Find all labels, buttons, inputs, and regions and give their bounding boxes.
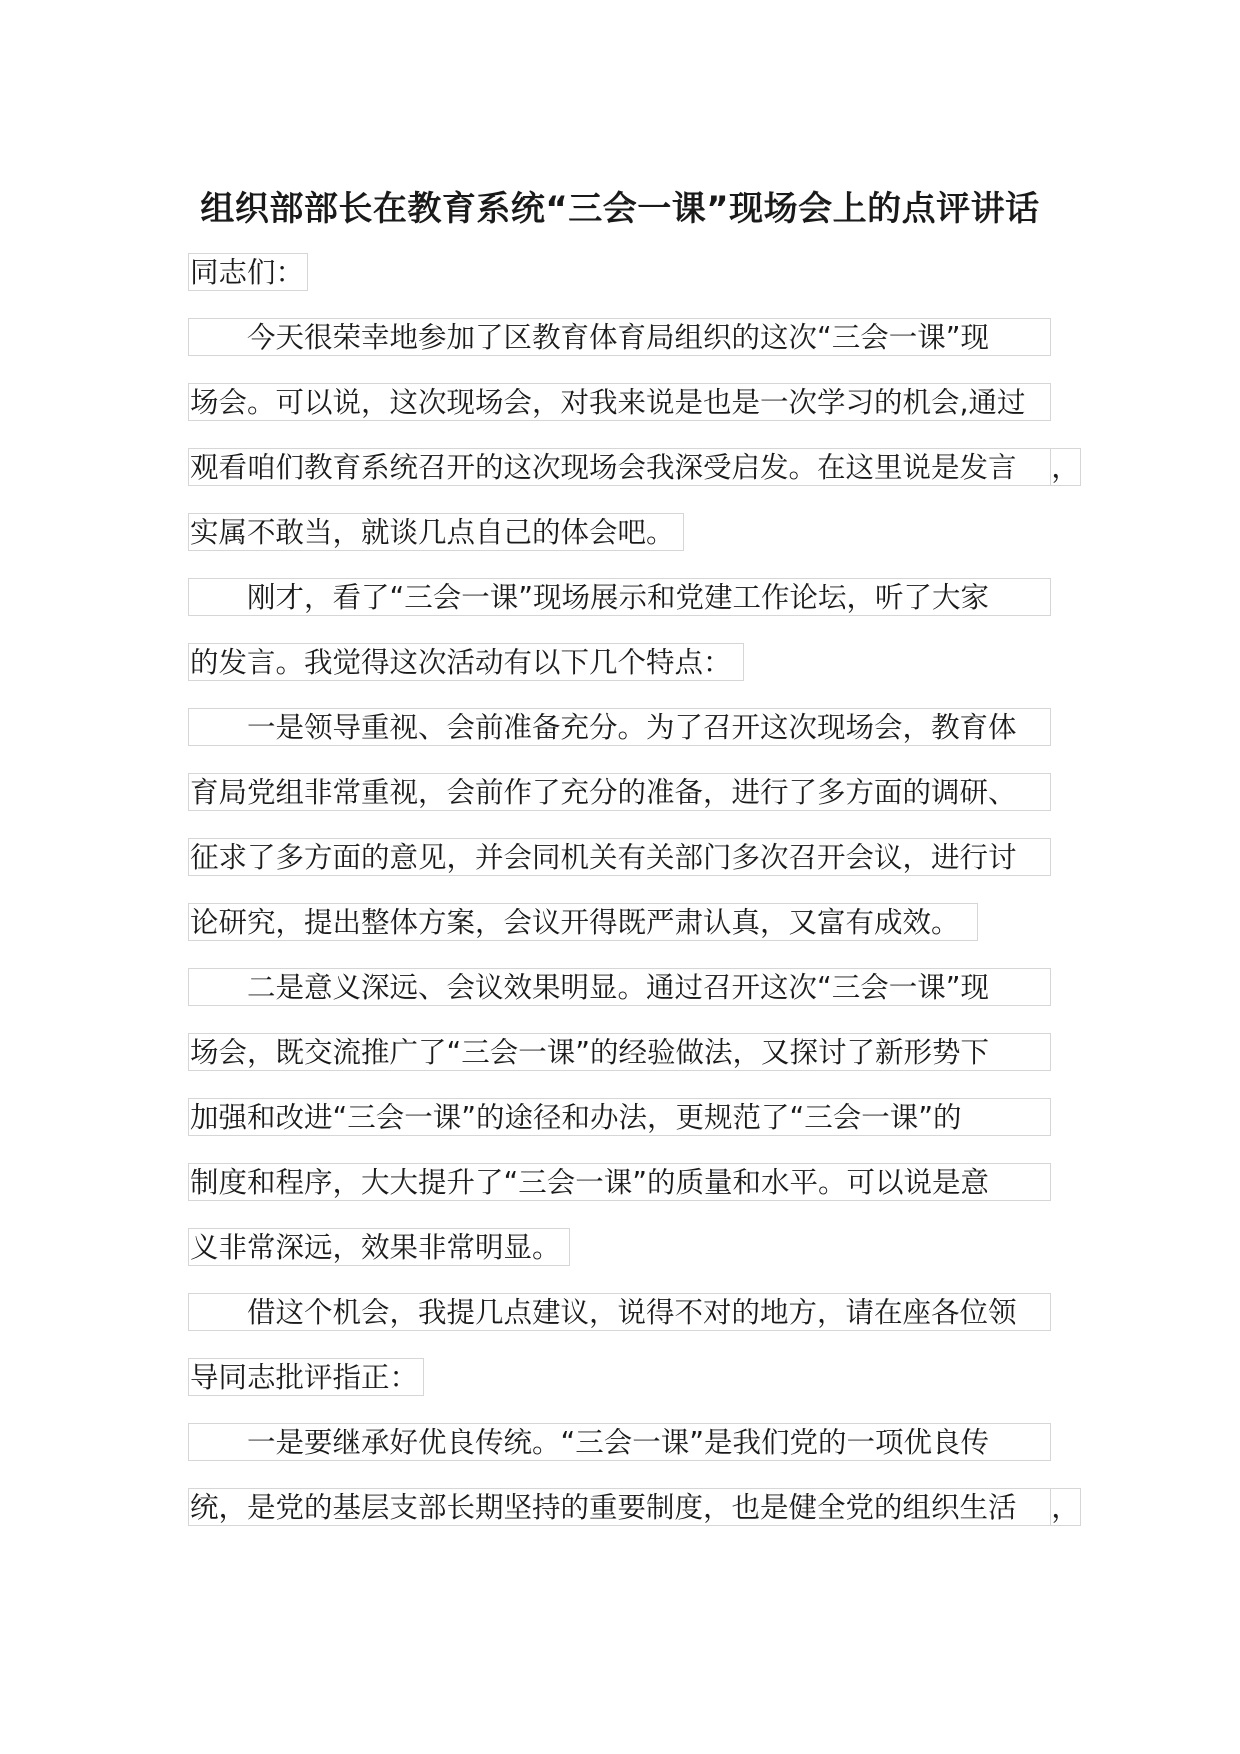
text-line: 借这个机会，我提几点建议，说得不对的地方，请在座各位领 xyxy=(188,1293,1051,1331)
text-line: 统，是党的基层支部长期坚持的重要制度，也是健全党的组织生活 xyxy=(188,1488,1051,1526)
text-line: 观看咱们教育系统召开的这次现场会我深受启发。在这里说是发言 xyxy=(188,448,1051,486)
text-line: 同志们： xyxy=(188,253,308,291)
text-line: 导同志批评指正： xyxy=(188,1358,424,1396)
text-line: 场会。可以说，这次现场会，对我来说是也是一次学习的机会,通过 xyxy=(188,383,1051,421)
text-line: 制度和程序，大大提升了“三会一课”的质量和水平。可以说是意 xyxy=(188,1163,1051,1201)
text-line: 刚才，看了“三会一课”现场展示和党建工作论坛，听了大家 xyxy=(188,578,1051,616)
text-line: 育局党组非常重视，会前作了充分的准备，进行了多方面的调研、 xyxy=(188,773,1051,811)
text-line: 实属不敢当，就谈几点自己的体会吧。 xyxy=(188,513,684,551)
text-line: 二是意义深远、会议效果明显。通过召开这次“三会一课”现 xyxy=(188,968,1051,1006)
text-line: 一是领导重视、会前准备充分。为了召开这次现场会，教育体 xyxy=(188,708,1051,746)
text-line: 场会，既交流推广了“三会一课”的经验做法，又探讨了新形势下 xyxy=(188,1033,1051,1071)
text-line: 一是要继承好优良传统。“三会一课”是我们党的一项优良传 xyxy=(188,1423,1051,1461)
text-line-tail: ， xyxy=(1051,1488,1081,1526)
text-line: 论研究，提出整体方案，会议开得既严肃认真，又富有成效。 xyxy=(188,903,978,941)
text-line: 今天很荣幸地参加了区教育体育局组织的这次“三会一课”现 xyxy=(188,318,1051,356)
text-line: 义非常深远，效果非常明显。 xyxy=(188,1228,570,1266)
text-line-tail: ， xyxy=(1051,448,1081,486)
text-line: 征求了多方面的意见，并会同机关有关部门多次召开会议，进行讨 xyxy=(188,838,1051,876)
text-line: 加强和改进“三会一课”的途径和办法，更规范了“三会一课”的 xyxy=(188,1098,1051,1136)
text-line: 的发言。我觉得这次活动有以下几个特点： xyxy=(188,643,744,681)
document-title: 组织部部长在教育系统“三会一课”现场会上的点评讲话 xyxy=(200,189,1040,229)
